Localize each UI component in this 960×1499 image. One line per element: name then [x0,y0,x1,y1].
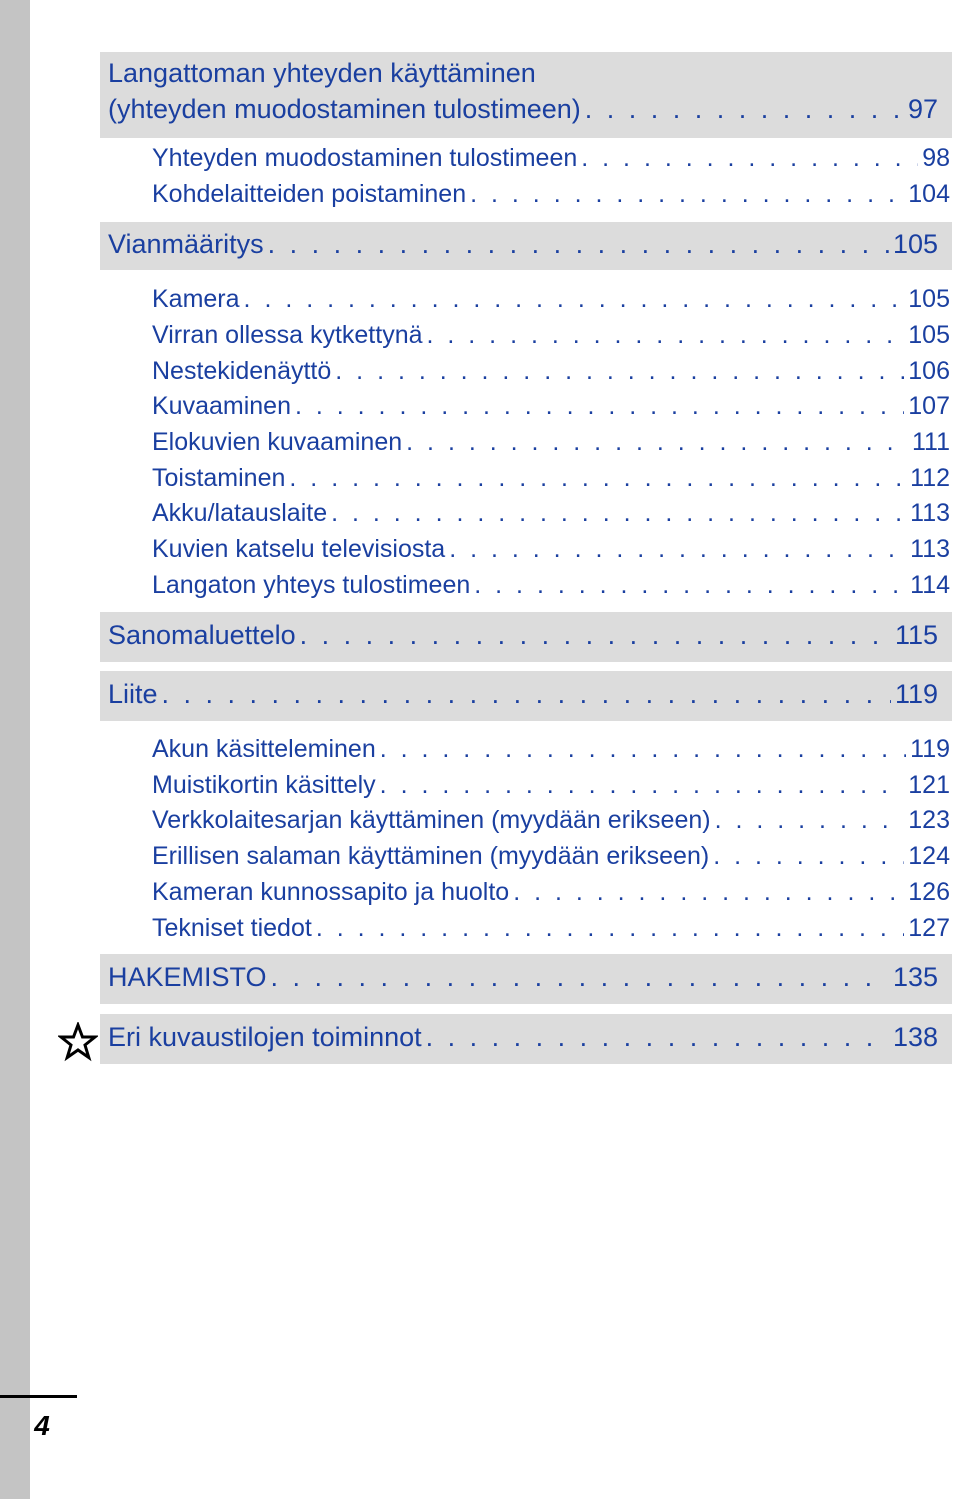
entry-page: 127 [908,914,950,942]
toc-entry-verkkolaitesarjan[interactable] [152,802,950,838]
toc-entry-kuvien-katselu[interactable] [152,531,950,567]
toc-entry-sanomaluettelo[interactable] [108,617,938,653]
toc-entry-erillisen[interactable] [152,838,950,874]
toc-entry-kuvaaminen[interactable] [152,388,950,424]
toc-entry-langattoman[interactable] [108,91,938,127]
toc-entry-muistikortin[interactable] [152,767,950,803]
star-outline-icon [58,1022,98,1062]
dot-leader [581,140,918,176]
entry-page: 105 [908,285,950,313]
entry-page: 104 [908,180,950,208]
entry-title: Kamera [152,285,240,313]
dot-leader [316,910,904,946]
entry-page: 107 [908,392,950,420]
entry-title: HAKEMISTO [108,962,267,992]
entry-page: 113 [910,499,950,527]
entry-title: Nestekidenäyttö [152,357,332,385]
entry-title: Elokuvien kuvaaminen [152,428,403,456]
entry-title: Tekniset tiedot [152,914,312,942]
entry-page: 106 [908,357,950,385]
dot-leader [268,226,889,262]
dot-leader [244,281,905,317]
dot-leader [713,838,904,874]
toc-entry-kamera[interactable] [152,281,950,317]
dot-leader [335,353,904,389]
dot-leader [585,91,904,127]
entry-page: 105 [908,321,950,349]
toc-entry-toistaminen[interactable] [152,460,950,496]
section-title-line1[interactable]: Langattoman yhteyden käyttäminen [108,58,536,88]
dot-leader [474,567,906,603]
entry-title: Virran ollessa kytkettynä [152,321,423,349]
entry-title: Yhteyden muodostaminen tulostimeen [152,144,578,172]
dot-leader [426,1019,889,1055]
entry-title: Toistaminen [152,464,286,492]
dot-leader [470,176,904,212]
entry-page: 124 [908,842,950,870]
entry-page: 121 [908,771,950,799]
toc-entry-nestekidenaytto[interactable] [152,353,950,389]
entry-page: 135 [892,962,938,992]
entry-page: 119 [894,679,938,709]
entry-page: 105 [892,229,938,259]
toc-entry-vianmaaritys[interactable] [108,226,938,262]
page-number-rule [0,1395,77,1398]
toc-entry-tekniset[interactable] [152,910,950,946]
dot-leader [289,460,906,496]
entry-title: Vianmääritys [108,229,264,259]
toc-entry-yhteyden[interactable] [152,140,950,176]
entry-title: Akun käsitteleminen [152,735,376,763]
entry-page: 126 [908,878,950,906]
entry-page: 97 [907,94,938,124]
entry-title: Sanomaluettelo [108,620,296,650]
entry-page: 113 [910,535,950,563]
toc-entry-eri-kuvaustilojen[interactable] [108,1019,938,1055]
entry-title: Kuvaaminen [152,392,291,420]
page-number: 4 [34,1410,50,1441]
entry-page: 111 [911,428,950,456]
entry-page: 119 [910,735,950,763]
toc-entry-elokuvien[interactable] [152,424,950,460]
toc-entry-kameran[interactable] [152,874,950,910]
entry-page: 98 [922,144,950,172]
entry-page: 115 [894,620,938,650]
toc-entry-akku[interactable] [152,495,950,531]
entry-title: Liite [108,679,158,709]
entry-title: (yhteyden muodostaminen tulostimeen) [108,94,581,124]
dot-leader [380,767,905,803]
dot-leader [300,617,891,653]
dot-leader [295,388,904,424]
entry-title: Akku/latauslaite [152,499,328,527]
toc-entry-akun[interactable] [152,731,950,767]
dot-leader [427,317,905,353]
entry-page: 114 [910,571,950,599]
toc-entry-virran[interactable] [152,317,950,353]
dot-leader [271,959,889,995]
entry-title: Verkkolaitesarjan käyttäminen (myydään erikseen) [152,806,711,834]
toc-entry-langaton-yhteys[interactable] [152,567,950,603]
entry-title: Kameran kunnossapito ja huolto [152,878,510,906]
dot-leader [513,874,904,910]
dot-leader [162,676,891,712]
entry-title: Kohdelaitteiden poistaminen [152,180,467,208]
entry-page: 112 [910,464,950,492]
dot-leader [406,424,908,460]
entry-title: Muistikortin käsittely [152,771,376,799]
entry-title: Langaton yhteys tulostimeen [152,571,471,599]
entry-page: 138 [892,1022,938,1052]
toc-entry-kohdelaitteiden[interactable] [152,176,950,212]
entry-title: Eri kuvaustilojen toiminnot [108,1022,422,1052]
dot-leader [449,531,906,567]
dot-leader [331,495,906,531]
dot-leader [715,802,905,838]
entry-page: 123 [908,806,950,834]
dot-leader [380,731,906,767]
toc-entry-hakemisto[interactable] [108,959,938,995]
entry-title: Erillisen salaman käyttäminen (myydään erikseen) [152,842,710,870]
entry-title: Kuvien katselu televisiosta [152,535,446,563]
toc-entry-liite[interactable] [108,676,938,712]
